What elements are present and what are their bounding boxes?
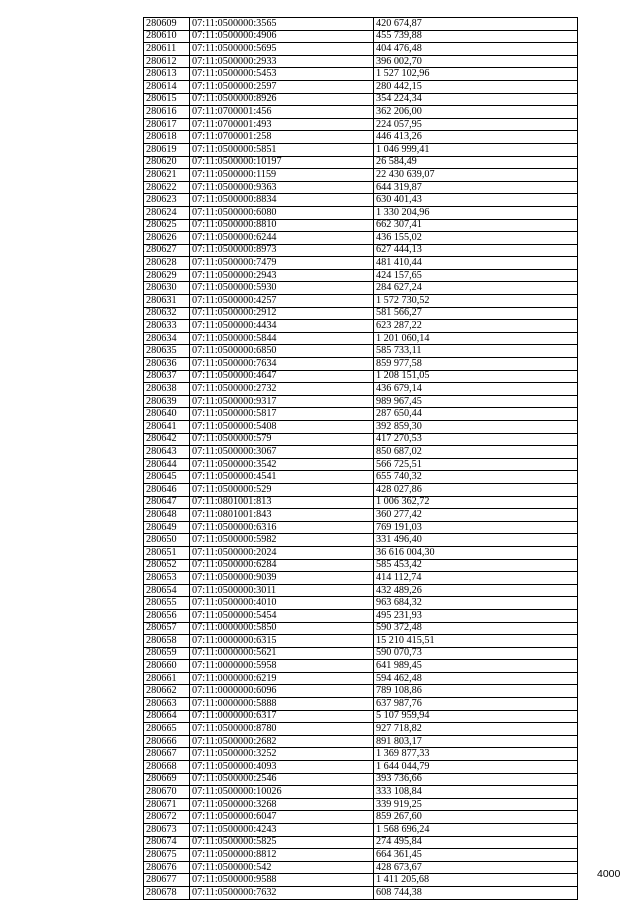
value-cell: 404 476,48 bbox=[374, 43, 578, 56]
row-number-cell: 280619 bbox=[144, 143, 190, 156]
table-row bbox=[144, 345, 578, 358]
value-cell: 1 644 044,79 bbox=[374, 761, 578, 774]
value-cell: 769 191,03 bbox=[374, 521, 578, 534]
cadastral-number-cell: 07:11:0500000:3268 bbox=[190, 798, 374, 811]
row-number-cell: 280614 bbox=[144, 80, 190, 93]
table-row bbox=[144, 131, 578, 144]
table-row bbox=[144, 307, 578, 320]
value-cell: 36 616 004,30 bbox=[374, 546, 578, 559]
cadastral-number-cell: 07:11:0500000:4434 bbox=[190, 320, 374, 333]
cadastral-number-cell: 07:11:0500000:2546 bbox=[190, 773, 374, 786]
table-row bbox=[144, 93, 578, 106]
table-row bbox=[144, 370, 578, 383]
cadastral-number-cell: 07:11:0500000:8780 bbox=[190, 723, 374, 736]
table-row bbox=[144, 106, 578, 119]
cadastral-number-cell: 07:11:0500000:7632 bbox=[190, 886, 374, 899]
row-number-cell: 280620 bbox=[144, 156, 190, 169]
cadastral-number-cell: 07:11:0500000:2597 bbox=[190, 80, 374, 93]
row-number-cell: 280622 bbox=[144, 181, 190, 194]
table-row bbox=[144, 672, 578, 685]
row-number-cell: 280609 bbox=[144, 18, 190, 31]
value-cell: 989 967,45 bbox=[374, 395, 578, 408]
table-row bbox=[144, 295, 578, 308]
row-number-cell: 280612 bbox=[144, 55, 190, 68]
cadastral-number-cell: 07:11:0500000:7634 bbox=[190, 358, 374, 371]
value-cell: 280 442,15 bbox=[374, 80, 578, 93]
row-number-cell: 280610 bbox=[144, 30, 190, 43]
row-number-cell: 280660 bbox=[144, 660, 190, 673]
cadastral-number-cell: 07:11:0500000:5851 bbox=[190, 143, 374, 156]
value-cell: 333 108,84 bbox=[374, 786, 578, 799]
cadastral-number-cell: 07:11:0500000:6244 bbox=[190, 232, 374, 245]
value-cell: 1 527 102,96 bbox=[374, 68, 578, 81]
value-cell: 224 057,95 bbox=[374, 118, 578, 131]
value-cell: 662 307,41 bbox=[374, 219, 578, 232]
cadastral-number-cell: 07:11:0500000:7479 bbox=[190, 257, 374, 270]
value-cell: 1 568 696,24 bbox=[374, 824, 578, 837]
table-row bbox=[144, 685, 578, 698]
table-row bbox=[144, 824, 578, 837]
value-cell: 424 157,65 bbox=[374, 269, 578, 282]
table-row bbox=[144, 320, 578, 333]
row-number-cell: 280639 bbox=[144, 395, 190, 408]
value-cell: 608 744,38 bbox=[374, 886, 578, 899]
table-row bbox=[144, 55, 578, 68]
cadastral-number-cell: 07:11:0500000:5453 bbox=[190, 68, 374, 81]
row-number-cell: 280678 bbox=[144, 886, 190, 899]
row-number-cell: 280670 bbox=[144, 786, 190, 799]
value-cell: 1 046 999,41 bbox=[374, 143, 578, 156]
table-row bbox=[144, 534, 578, 547]
cadastral-number-cell: 07:11:0500000:529 bbox=[190, 483, 374, 496]
row-number-cell: 280644 bbox=[144, 458, 190, 471]
row-number-cell: 280676 bbox=[144, 861, 190, 874]
table-row bbox=[144, 206, 578, 219]
cadastral-number-cell: 07:11:0000000:6096 bbox=[190, 685, 374, 698]
row-number-cell: 280664 bbox=[144, 710, 190, 723]
cadastral-number-cell: 07:11:0500000:2933 bbox=[190, 55, 374, 68]
row-number-cell: 280662 bbox=[144, 685, 190, 698]
row-number-cell: 280624 bbox=[144, 206, 190, 219]
page-number: 4000 bbox=[597, 868, 621, 880]
table-row bbox=[144, 509, 578, 522]
cadastral-number-cell: 07:11:0700001:258 bbox=[190, 131, 374, 144]
value-cell: 1 411 205,68 bbox=[374, 874, 578, 887]
value-cell: 594 462,48 bbox=[374, 672, 578, 685]
cadastral-number-cell: 07:11:0500000:8812 bbox=[190, 849, 374, 862]
row-number-cell: 280668 bbox=[144, 761, 190, 774]
cadastral-number-cell: 07:11:0000000:6219 bbox=[190, 672, 374, 685]
value-cell: 927 718,82 bbox=[374, 723, 578, 736]
cadastral-number-cell: 07:11:0500000:4647 bbox=[190, 370, 374, 383]
cadastral-number-cell: 07:11:0500000:6850 bbox=[190, 345, 374, 358]
row-number-cell: 280654 bbox=[144, 584, 190, 597]
row-number-cell: 280677 bbox=[144, 874, 190, 887]
table-row bbox=[144, 546, 578, 559]
cadastral-number-cell: 07:11:0000000:5888 bbox=[190, 698, 374, 711]
value-cell: 590 070,73 bbox=[374, 647, 578, 660]
table-row bbox=[144, 269, 578, 282]
table-row bbox=[144, 446, 578, 459]
table-row bbox=[144, 735, 578, 748]
row-number-cell: 280629 bbox=[144, 269, 190, 282]
value-cell: 287 650,44 bbox=[374, 408, 578, 421]
table-row bbox=[144, 483, 578, 496]
table-row bbox=[144, 68, 578, 81]
value-cell: 446 413,26 bbox=[374, 131, 578, 144]
value-cell: 963 684,32 bbox=[374, 597, 578, 610]
value-cell: 495 231,93 bbox=[374, 609, 578, 622]
table-row bbox=[144, 761, 578, 774]
cadastral-number-cell: 07:11:0500000:4093 bbox=[190, 761, 374, 774]
row-number-cell: 280647 bbox=[144, 496, 190, 509]
row-number-cell: 280632 bbox=[144, 307, 190, 320]
table-row bbox=[144, 43, 578, 56]
row-number-cell: 280646 bbox=[144, 483, 190, 496]
row-number-cell: 280635 bbox=[144, 345, 190, 358]
row-number-cell: 280655 bbox=[144, 597, 190, 610]
value-cell: 396 002,70 bbox=[374, 55, 578, 68]
value-cell: 891 803,17 bbox=[374, 735, 578, 748]
cadastral-number-cell: 07:11:0700001:456 bbox=[190, 106, 374, 119]
cadastral-number-cell: 07:11:0500000:5930 bbox=[190, 282, 374, 295]
cadastral-number-cell: 07:11:0500000:8926 bbox=[190, 93, 374, 106]
row-number-cell: 280627 bbox=[144, 244, 190, 257]
value-cell: 436 679,14 bbox=[374, 383, 578, 396]
row-number-cell: 280638 bbox=[144, 383, 190, 396]
value-cell: 481 410,44 bbox=[374, 257, 578, 270]
table-row bbox=[144, 18, 578, 31]
row-number-cell: 280628 bbox=[144, 257, 190, 270]
table-row bbox=[144, 773, 578, 786]
cadastral-number-cell: 07:11:0500000:5982 bbox=[190, 534, 374, 547]
table-row bbox=[144, 395, 578, 408]
cadastral-number-cell: 07:11:0500000:2732 bbox=[190, 383, 374, 396]
table-row bbox=[144, 861, 578, 874]
row-number-cell: 280633 bbox=[144, 320, 190, 333]
row-number-cell: 280616 bbox=[144, 106, 190, 119]
value-cell: 627 444,13 bbox=[374, 244, 578, 257]
value-cell: 331 496,40 bbox=[374, 534, 578, 547]
row-number-cell: 280674 bbox=[144, 836, 190, 849]
cadastral-number-cell: 07:11:0500000:4906 bbox=[190, 30, 374, 43]
cadastral-number-cell: 07:11:0500000:4243 bbox=[190, 824, 374, 837]
cadastral-number-cell: 07:11:0500000:579 bbox=[190, 433, 374, 446]
cadastral-number-cell: 07:11:0500000:2682 bbox=[190, 735, 374, 748]
table-row bbox=[144, 647, 578, 660]
table-row bbox=[144, 408, 578, 421]
cadastral-number-cell: 07:11:0500000:8973 bbox=[190, 244, 374, 257]
row-number-cell: 280621 bbox=[144, 169, 190, 182]
cadastral-number-cell: 07:11:0500000:3565 bbox=[190, 18, 374, 31]
row-number-cell: 280653 bbox=[144, 572, 190, 585]
cadastral-number-cell: 07:11:0500000:3067 bbox=[190, 446, 374, 459]
cadastral-number-cell: 07:11:0500000:2024 bbox=[190, 546, 374, 559]
value-cell: 420 674,87 bbox=[374, 18, 578, 31]
value-cell: 354 224,34 bbox=[374, 93, 578, 106]
value-cell: 859 267,60 bbox=[374, 811, 578, 824]
row-number-cell: 280671 bbox=[144, 798, 190, 811]
table-row bbox=[144, 698, 578, 711]
row-number-cell: 280666 bbox=[144, 735, 190, 748]
cadastral-number-cell: 07:11:0000000:6315 bbox=[190, 635, 374, 648]
cadastral-number-cell: 07:11:0500000:6284 bbox=[190, 559, 374, 572]
table-row bbox=[144, 886, 578, 899]
value-cell: 22 430 639,07 bbox=[374, 169, 578, 182]
row-number-cell: 280636 bbox=[144, 358, 190, 371]
cadastral-number-cell: 07:11:0500000:5408 bbox=[190, 421, 374, 434]
cadastral-number-cell: 07:11:0500000:8834 bbox=[190, 194, 374, 207]
value-cell: 850 687,02 bbox=[374, 446, 578, 459]
value-cell: 789 108,86 bbox=[374, 685, 578, 698]
cadastral-number-cell: 07:11:0500000:9039 bbox=[190, 572, 374, 585]
value-cell: 360 277,42 bbox=[374, 509, 578, 522]
value-cell: 1 572 730,52 bbox=[374, 295, 578, 308]
table-row bbox=[144, 849, 578, 862]
table-row bbox=[144, 584, 578, 597]
value-cell: 585 453,42 bbox=[374, 559, 578, 572]
table-row bbox=[144, 30, 578, 43]
cadastral-number-cell: 07:11:0700001:493 bbox=[190, 118, 374, 131]
table-row bbox=[144, 282, 578, 295]
table-row bbox=[144, 471, 578, 484]
value-cell: 15 210 415,51 bbox=[374, 635, 578, 648]
row-number-cell: 280656 bbox=[144, 609, 190, 622]
cadastral-number-cell: 07:11:0801001:813 bbox=[190, 496, 374, 509]
row-number-cell: 280640 bbox=[144, 408, 190, 421]
row-number-cell: 280623 bbox=[144, 194, 190, 207]
table-row bbox=[144, 798, 578, 811]
value-cell: 392 859,30 bbox=[374, 421, 578, 434]
table-row bbox=[144, 521, 578, 534]
row-number-cell: 280673 bbox=[144, 824, 190, 837]
row-number-cell: 280650 bbox=[144, 534, 190, 547]
cadastral-number-cell: 07:11:0000000:5850 bbox=[190, 622, 374, 635]
cadastral-number-cell: 07:11:0500000:9363 bbox=[190, 181, 374, 194]
cadastral-number-cell: 07:11:0000000:5958 bbox=[190, 660, 374, 673]
table-row bbox=[144, 723, 578, 736]
row-number-cell: 280631 bbox=[144, 295, 190, 308]
table-row bbox=[144, 597, 578, 610]
row-number-cell: 280617 bbox=[144, 118, 190, 131]
value-cell: 655 740,32 bbox=[374, 471, 578, 484]
table-row bbox=[144, 496, 578, 509]
cadastral-number-cell: 07:11:0500000:6047 bbox=[190, 811, 374, 824]
table-row bbox=[144, 118, 578, 131]
value-cell: 414 112,74 bbox=[374, 572, 578, 585]
row-number-cell: 280669 bbox=[144, 773, 190, 786]
value-cell: 5 107 959,94 bbox=[374, 710, 578, 723]
table-row bbox=[144, 194, 578, 207]
table-row bbox=[144, 836, 578, 849]
row-number-cell: 280652 bbox=[144, 559, 190, 572]
cadastral-number-cell: 07:11:0500000:8810 bbox=[190, 219, 374, 232]
value-cell: 623 287,22 bbox=[374, 320, 578, 333]
row-number-cell: 280661 bbox=[144, 672, 190, 685]
cadastral-number-cell: 07:11:0500000:5817 bbox=[190, 408, 374, 421]
cadastral-number-cell: 07:11:0500000:5695 bbox=[190, 43, 374, 56]
value-cell: 644 319,87 bbox=[374, 181, 578, 194]
cadastral-number-cell: 07:11:0500000:10026 bbox=[190, 786, 374, 799]
row-number-cell: 280657 bbox=[144, 622, 190, 635]
value-cell: 637 987,76 bbox=[374, 698, 578, 711]
value-cell: 393 736,66 bbox=[374, 773, 578, 786]
cadastral-number-cell: 07:11:0500000:542 bbox=[190, 861, 374, 874]
row-number-cell: 280663 bbox=[144, 698, 190, 711]
row-number-cell: 280648 bbox=[144, 509, 190, 522]
value-cell: 428 673,67 bbox=[374, 861, 578, 874]
cadastral-number-cell: 07:11:0500000:5454 bbox=[190, 609, 374, 622]
row-number-cell: 280611 bbox=[144, 43, 190, 56]
value-cell: 641 989,45 bbox=[374, 660, 578, 673]
cadastral-number-cell: 07:11:0000000:5621 bbox=[190, 647, 374, 660]
value-cell: 362 206,00 bbox=[374, 106, 578, 119]
cadastral-number-cell: 07:11:0500000:5825 bbox=[190, 836, 374, 849]
table-row bbox=[144, 635, 578, 648]
row-number-cell: 280675 bbox=[144, 849, 190, 862]
table-row bbox=[144, 874, 578, 887]
data-table bbox=[143, 17, 578, 900]
table-row bbox=[144, 710, 578, 723]
cadastral-number-cell: 07:11:0500000:3252 bbox=[190, 748, 374, 761]
row-number-cell: 280658 bbox=[144, 635, 190, 648]
value-cell: 455 739,88 bbox=[374, 30, 578, 43]
row-number-cell: 280641 bbox=[144, 421, 190, 434]
table-row bbox=[144, 748, 578, 761]
row-number-cell: 280613 bbox=[144, 68, 190, 81]
cadastral-number-cell: 07:11:0500000:2912 bbox=[190, 307, 374, 320]
row-number-cell: 280667 bbox=[144, 748, 190, 761]
table-row bbox=[144, 257, 578, 270]
value-cell: 664 361,45 bbox=[374, 849, 578, 862]
table-row bbox=[144, 559, 578, 572]
value-cell: 590 372,48 bbox=[374, 622, 578, 635]
cadastral-number-cell: 07:11:0500000:2943 bbox=[190, 269, 374, 282]
cadastral-number-cell: 07:11:0500000:3011 bbox=[190, 584, 374, 597]
table-row bbox=[144, 383, 578, 396]
value-cell: 585 733,11 bbox=[374, 345, 578, 358]
cadastral-number-cell: 07:11:0801001:843 bbox=[190, 509, 374, 522]
row-number-cell: 280618 bbox=[144, 131, 190, 144]
table-row bbox=[144, 421, 578, 434]
table-row bbox=[144, 332, 578, 345]
row-number-cell: 280630 bbox=[144, 282, 190, 295]
table-body bbox=[144, 18, 578, 900]
value-cell: 1 330 204,96 bbox=[374, 206, 578, 219]
cadastral-number-cell: 07:11:0000000:6317 bbox=[190, 710, 374, 723]
cadastral-number-cell: 07:11:0500000:4010 bbox=[190, 597, 374, 610]
table-row bbox=[144, 219, 578, 232]
table-row bbox=[144, 609, 578, 622]
table-row bbox=[144, 143, 578, 156]
row-number-cell: 280634 bbox=[144, 332, 190, 345]
table-row bbox=[144, 181, 578, 194]
value-cell: 428 027,86 bbox=[374, 483, 578, 496]
value-cell: 581 566,27 bbox=[374, 307, 578, 320]
table-row bbox=[144, 80, 578, 93]
value-cell: 284 627,24 bbox=[374, 282, 578, 295]
cadastral-number-cell: 07:11:0500000:4257 bbox=[190, 295, 374, 308]
cadastral-number-cell: 07:11:0500000:1159 bbox=[190, 169, 374, 182]
row-number-cell: 280643 bbox=[144, 446, 190, 459]
row-number-cell: 280625 bbox=[144, 219, 190, 232]
table-row bbox=[144, 811, 578, 824]
table-row bbox=[144, 169, 578, 182]
cadastral-number-cell: 07:11:0500000:4541 bbox=[190, 471, 374, 484]
cadastral-number-cell: 07:11:0500000:10197 bbox=[190, 156, 374, 169]
value-cell: 432 489,26 bbox=[374, 584, 578, 597]
cadastral-number-cell: 07:11:0500000:9588 bbox=[190, 874, 374, 887]
table-row bbox=[144, 786, 578, 799]
cadastral-number-cell: 07:11:0500000:3542 bbox=[190, 458, 374, 471]
table-row bbox=[144, 660, 578, 673]
value-cell: 1 208 151,05 bbox=[374, 370, 578, 383]
table-row bbox=[144, 622, 578, 635]
table-row bbox=[144, 572, 578, 585]
row-number-cell: 280665 bbox=[144, 723, 190, 736]
value-cell: 859 977,58 bbox=[374, 358, 578, 371]
row-number-cell: 280642 bbox=[144, 433, 190, 446]
table-row bbox=[144, 358, 578, 371]
row-number-cell: 280626 bbox=[144, 232, 190, 245]
row-number-cell: 280651 bbox=[144, 546, 190, 559]
row-number-cell: 280649 bbox=[144, 521, 190, 534]
value-cell: 630 401,43 bbox=[374, 194, 578, 207]
row-number-cell: 280637 bbox=[144, 370, 190, 383]
value-cell: 26 584,49 bbox=[374, 156, 578, 169]
cadastral-number-cell: 07:11:0500000:5844 bbox=[190, 332, 374, 345]
value-cell: 274 495,84 bbox=[374, 836, 578, 849]
cadastral-number-cell: 07:11:0500000:6316 bbox=[190, 521, 374, 534]
table-row bbox=[144, 232, 578, 245]
table-row bbox=[144, 156, 578, 169]
value-cell: 1 006 362,72 bbox=[374, 496, 578, 509]
value-cell: 436 155,02 bbox=[374, 232, 578, 245]
row-number-cell: 280615 bbox=[144, 93, 190, 106]
value-cell: 339 919,25 bbox=[374, 798, 578, 811]
table-row bbox=[144, 244, 578, 257]
value-cell: 1 201 060,14 bbox=[374, 332, 578, 345]
row-number-cell: 280659 bbox=[144, 647, 190, 660]
value-cell: 417 270,53 bbox=[374, 433, 578, 446]
cadastral-number-cell: 07:11:0500000:9317 bbox=[190, 395, 374, 408]
row-number-cell: 280672 bbox=[144, 811, 190, 824]
table-row bbox=[144, 433, 578, 446]
table-row bbox=[144, 458, 578, 471]
value-cell: 566 725,51 bbox=[374, 458, 578, 471]
row-number-cell: 280645 bbox=[144, 471, 190, 484]
cadastral-number-cell: 07:11:0500000:6080 bbox=[190, 206, 374, 219]
value-cell: 1 369 877,33 bbox=[374, 748, 578, 761]
